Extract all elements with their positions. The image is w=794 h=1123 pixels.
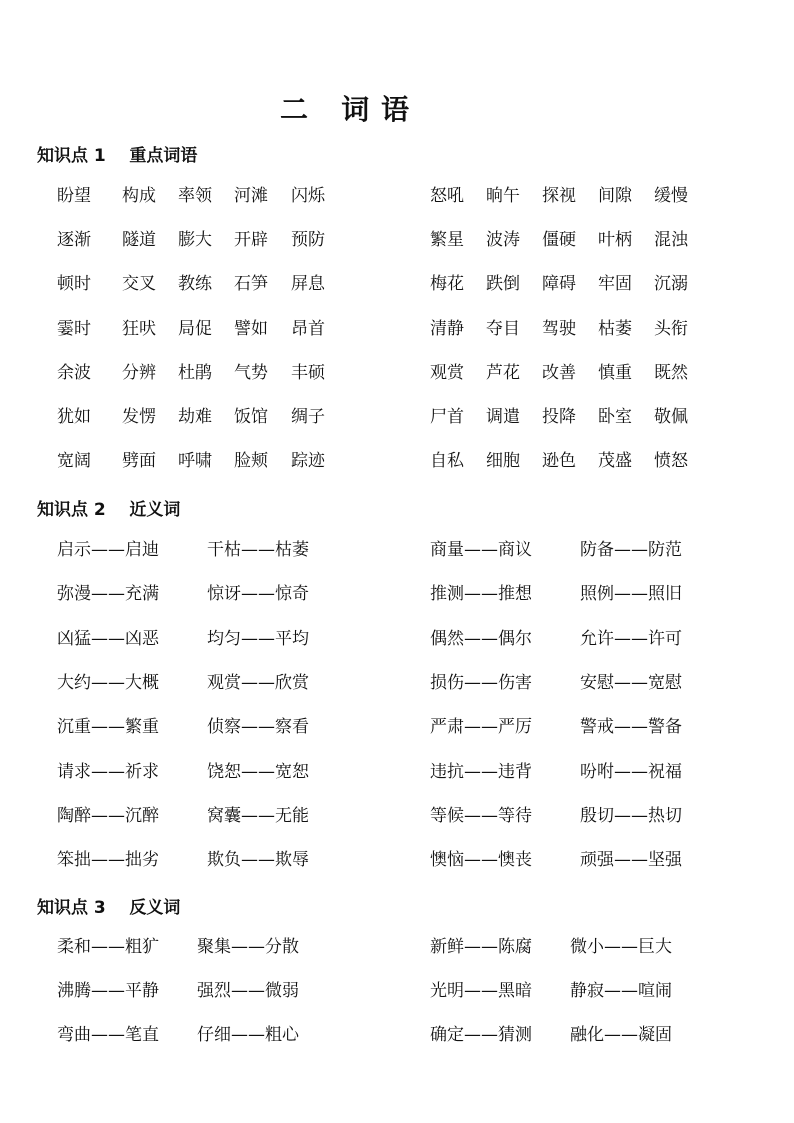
word-item: 陶醉——沉醉 (57, 806, 159, 826)
word-item: 头衔 (654, 319, 688, 339)
word-item: 弯曲——笔直 (57, 1025, 159, 1045)
word-item: 脸颊 (234, 451, 268, 471)
page-title: 二 词 语 (280, 93, 410, 126)
word-item: 干枯——枯萎 (207, 540, 309, 560)
word-item: 探视 (542, 186, 576, 206)
word-item: 确定——猜测 (430, 1025, 532, 1045)
word-item: 僵硬 (542, 230, 576, 250)
word-item: 缓慢 (654, 186, 688, 206)
word-item: 沉溺 (654, 274, 688, 294)
word-row-right (0, 582, 794, 606)
word-item: 惊讶——惊奇 (207, 584, 309, 604)
word-item: 驾驶 (542, 319, 576, 339)
word-item: 屏息 (291, 274, 325, 294)
word-item: 偶然——偶尔 (430, 629, 532, 649)
word-item: 芦花 (486, 363, 520, 383)
word-item: 犹如 (57, 407, 91, 427)
word-item: 绸子 (291, 407, 325, 427)
word-item: 慎重 (598, 363, 632, 383)
word-item: 严肃——严厉 (430, 717, 532, 737)
word-item: 吩咐——祝福 (580, 762, 682, 782)
word-item: 局促 (178, 319, 212, 339)
word-row-right (0, 760, 794, 784)
word-item: 呼啸 (178, 451, 212, 471)
word-item: 逊色 (542, 451, 576, 471)
word-item: 投降 (542, 407, 576, 427)
word-item: 牢固 (598, 274, 632, 294)
word-item: 茂盛 (598, 451, 632, 471)
word-item: 饭馆 (234, 407, 268, 427)
word-item: 混浊 (654, 230, 688, 250)
word-item: 譬如 (234, 319, 268, 339)
word-item: 饶恕——宽恕 (207, 762, 309, 782)
word-row-right (0, 671, 794, 695)
word-row-right (0, 935, 794, 959)
word-item: 警戒——警备 (580, 717, 682, 737)
word-item: 构成 (122, 186, 156, 206)
word-item: 允许——许可 (580, 629, 682, 649)
word-item: 静寂——喧闹 (570, 981, 672, 1001)
word-item: 启示——启迪 (57, 540, 159, 560)
word-row-right (0, 848, 794, 872)
word-item: 狂吠 (122, 319, 156, 339)
word-row-right (0, 228, 794, 252)
word-item: 凶猛——凶恶 (57, 629, 159, 649)
section-heading: 知识点 2 近义词 (37, 500, 181, 520)
word-item: 顿时 (57, 274, 91, 294)
word-item: 新鲜——陈腐 (430, 937, 532, 957)
word-item: 懊恼——懊丧 (430, 850, 532, 870)
word-item: 分辨 (122, 363, 156, 383)
word-item: 侦察——察看 (207, 717, 309, 737)
word-item: 商量——商议 (430, 540, 532, 560)
word-item: 观赏——欣赏 (207, 673, 309, 693)
word-row-right (0, 405, 794, 429)
word-row-right (0, 627, 794, 651)
word-item: 石笋 (234, 274, 268, 294)
word-item: 霎时 (57, 319, 91, 339)
word-item: 防备——防范 (580, 540, 682, 560)
word-item: 清静 (430, 319, 464, 339)
word-item: 自私 (430, 451, 464, 471)
word-item: 等候——等待 (430, 806, 532, 826)
section-heading: 知识点 3 反义词 (37, 898, 181, 918)
word-item: 发愣 (122, 407, 156, 427)
word-item: 安慰——宽慰 (580, 673, 682, 693)
word-item: 卧室 (598, 407, 632, 427)
word-row-right (0, 538, 794, 562)
word-item: 聚集——分散 (197, 937, 299, 957)
word-item: 照例——照旧 (580, 584, 682, 604)
word-item: 融化——凝固 (570, 1025, 672, 1045)
word-item: 观赏 (430, 363, 464, 383)
word-row-right (0, 715, 794, 739)
word-item: 夺目 (486, 319, 520, 339)
word-item: 障碍 (542, 274, 576, 294)
word-row-right (0, 804, 794, 828)
word-item: 开辟 (234, 230, 268, 250)
word-row-right (0, 979, 794, 1003)
word-item: 晌午 (486, 186, 520, 206)
word-item: 敬佩 (654, 407, 688, 427)
word-item: 繁星 (430, 230, 464, 250)
word-item: 笨拙——拙劣 (57, 850, 159, 870)
word-item: 预防 (291, 230, 325, 250)
word-item: 交叉 (122, 274, 156, 294)
word-item: 余波 (57, 363, 91, 383)
word-row-right (0, 1023, 794, 1047)
word-item: 间隙 (598, 186, 632, 206)
word-row-right (0, 449, 794, 473)
word-item: 叶柄 (598, 230, 632, 250)
word-item: 隧道 (122, 230, 156, 250)
word-row-right (0, 272, 794, 296)
word-item: 推测——推想 (430, 584, 532, 604)
word-item: 膨大 (178, 230, 212, 250)
word-item: 波涛 (486, 230, 520, 250)
word-item: 殷切——热切 (580, 806, 682, 826)
word-item: 调遣 (486, 407, 520, 427)
word-item: 愤怒 (654, 451, 688, 471)
word-item: 顽强——坚强 (580, 850, 682, 870)
word-item: 改善 (542, 363, 576, 383)
word-row-right (0, 361, 794, 385)
word-item: 宽阔 (57, 451, 91, 471)
word-row-right (0, 317, 794, 341)
word-item: 踪迹 (291, 451, 325, 471)
word-item: 细胞 (486, 451, 520, 471)
word-item: 枯萎 (598, 319, 632, 339)
word-item: 违抗——违背 (430, 762, 532, 782)
word-item: 大约——大概 (57, 673, 159, 693)
word-item: 杜鹃 (178, 363, 212, 383)
word-item: 请求——祈求 (57, 762, 159, 782)
word-item: 沸腾——平静 (57, 981, 159, 1001)
word-item: 昂首 (291, 319, 325, 339)
word-item: 欺负——欺辱 (207, 850, 309, 870)
word-item: 微小——巨大 (570, 937, 672, 957)
word-item: 尸首 (430, 407, 464, 427)
word-item: 率领 (178, 186, 212, 206)
section-heading: 知识点 1 重点词语 (37, 146, 198, 166)
word-item: 跌倒 (486, 274, 520, 294)
word-item: 河滩 (234, 186, 268, 206)
word-item: 窝囊——无能 (207, 806, 309, 826)
word-item: 既然 (654, 363, 688, 383)
word-item: 沉重——繁重 (57, 717, 159, 737)
word-item: 逐渐 (57, 230, 91, 250)
word-item: 仔细——粗心 (197, 1025, 299, 1045)
word-row-right (0, 184, 794, 208)
word-item: 光明——黑暗 (430, 981, 532, 1001)
word-item: 弥漫——充满 (57, 584, 159, 604)
word-item: 柔和——粗犷 (57, 937, 159, 957)
word-item: 闪烁 (291, 186, 325, 206)
word-item: 梅花 (430, 274, 464, 294)
word-item: 强烈——微弱 (197, 981, 299, 1001)
word-item: 气势 (234, 363, 268, 383)
word-item: 丰硕 (291, 363, 325, 383)
word-item: 教练 (178, 274, 212, 294)
word-item: 劫难 (178, 407, 212, 427)
word-item: 均匀——平均 (207, 629, 309, 649)
word-item: 怒吼 (430, 186, 464, 206)
word-item: 损伤——伤害 (430, 673, 532, 693)
word-item: 劈面 (122, 451, 156, 471)
word-item: 盼望 (57, 186, 91, 206)
